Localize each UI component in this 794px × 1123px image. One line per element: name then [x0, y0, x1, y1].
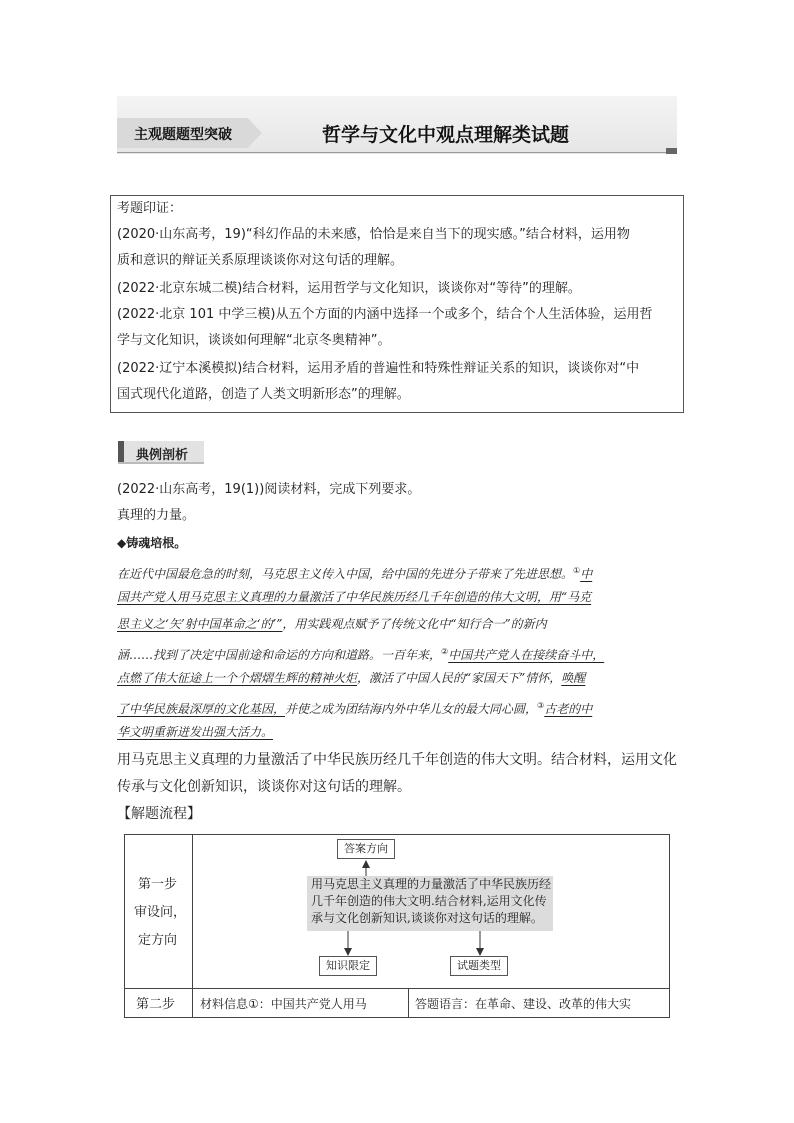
step1-label: 定方向: [138, 933, 178, 948]
exam-reference-line: 学与文化知识，谈谈如何理解“北京冬奥精神”。: [117, 333, 391, 348]
step2-label: 第二步: [136, 997, 176, 1012]
marker-2: ②: [441, 647, 449, 656]
material-line: 了中华民族最深厚的文化基因，并使之成为团结海内外中华儿女的最大同心圆，③古老的中: [117, 701, 593, 716]
step1-label: 审设问，: [134, 905, 187, 920]
question-line: 传承与文化创新知识，谈谈你对这句话的理解。: [117, 779, 411, 795]
exam-reference-line: (2022·北京 101 中学三模)从五个方面的内涵中选择一个或多个，结合个人生活体验，运用哲: [117, 307, 653, 322]
section-type-label: 主观题题型突破: [134, 127, 232, 143]
material-info-cell: 材料信息①：中国共产党人用马: [200, 997, 367, 1011]
exam-reference-line: (2020·山东高考，19)“科幻作品的未来感，恰恰是来自当下的现实感。”结合材料，运用物: [117, 227, 630, 242]
marker-1: ①: [573, 566, 581, 575]
exam-reference-line: 国式现代化道路，创造了人类文明新形态”的理解。: [117, 387, 410, 402]
example-source: (2022·山东高考，19(1))阅读材料，完成下列要求。: [117, 482, 421, 497]
process-label: 【解题流程】: [117, 806, 201, 822]
example-subtitle: ◆铸魂培根。: [117, 536, 187, 550]
exam-reference-heading: 考题印证：: [117, 201, 183, 216]
question-line: 用马克思主义真理的力量激活了中华民族历经几千年创造的伟大文明。结合材料，运用文化: [117, 752, 677, 768]
knowledge-limit-box: 知识限定: [319, 956, 377, 976]
question-highlight-box: 用马克思主义真理的力量激活了中华民族历经 几千年创造的伟大文明.结合材料,运用文化传 承与文化创新知识,谈谈你对这句话的理解。: [307, 876, 553, 931]
step1-label: 第一步: [138, 877, 178, 892]
answer-language-cell: 答题语言：在革命、建设、改革的伟大实: [415, 997, 632, 1011]
material-line: 思主义之‘矢’射中国革命之‘的’”，用实践观点赋予了传统文化中“知行合一”的新内: [117, 617, 547, 631]
question-type-box: 试题类型: [450, 956, 508, 976]
material-line: 华文明重新迸发出强大活力。: [117, 725, 274, 739]
exam-reference-line: (2022·北京东城二模)结合材料，运用哲学与文化知识，谈谈你对“等待”的理解。: [117, 281, 581, 296]
page-title: 哲学与文化中观点理解类试题: [322, 124, 570, 146]
exam-reference-line: 质和意识的辩证关系原理谈谈你对这句话的理解。: [117, 253, 404, 268]
answer-direction-box: 答案方向: [337, 839, 395, 859]
material-line: 点燃了伟大征途上一个个熠熠生辉的精神火炬，激活了中国人民的“家国天下”情怀，唤醒: [117, 671, 586, 685]
material-line: 国共产党人用马克思主义真理的力量激活了中华民族历经几千年创造的伟大文明，用“马克: [117, 590, 592, 604]
material-line: 在近代中国最危急的时刻，马克思主义传入中国，给中国的先进分子带来了先进思想。①中: [117, 566, 593, 581]
marker-3: ③: [537, 701, 545, 710]
material-line: 涵……找到了决定中国前途和命运的方向和道路。一百年来，②中国共产党人在接续奋斗中，: [117, 647, 605, 662]
example-topic: 真理的力量。: [117, 508, 196, 523]
exam-reference-line: (2022·辽宁本溪模拟)结合材料，运用矛盾的普遍性和特殊性辩证关系的知识，谈谈你对“中: [117, 361, 640, 376]
section-tag-label: 典例剖析: [136, 448, 189, 463]
